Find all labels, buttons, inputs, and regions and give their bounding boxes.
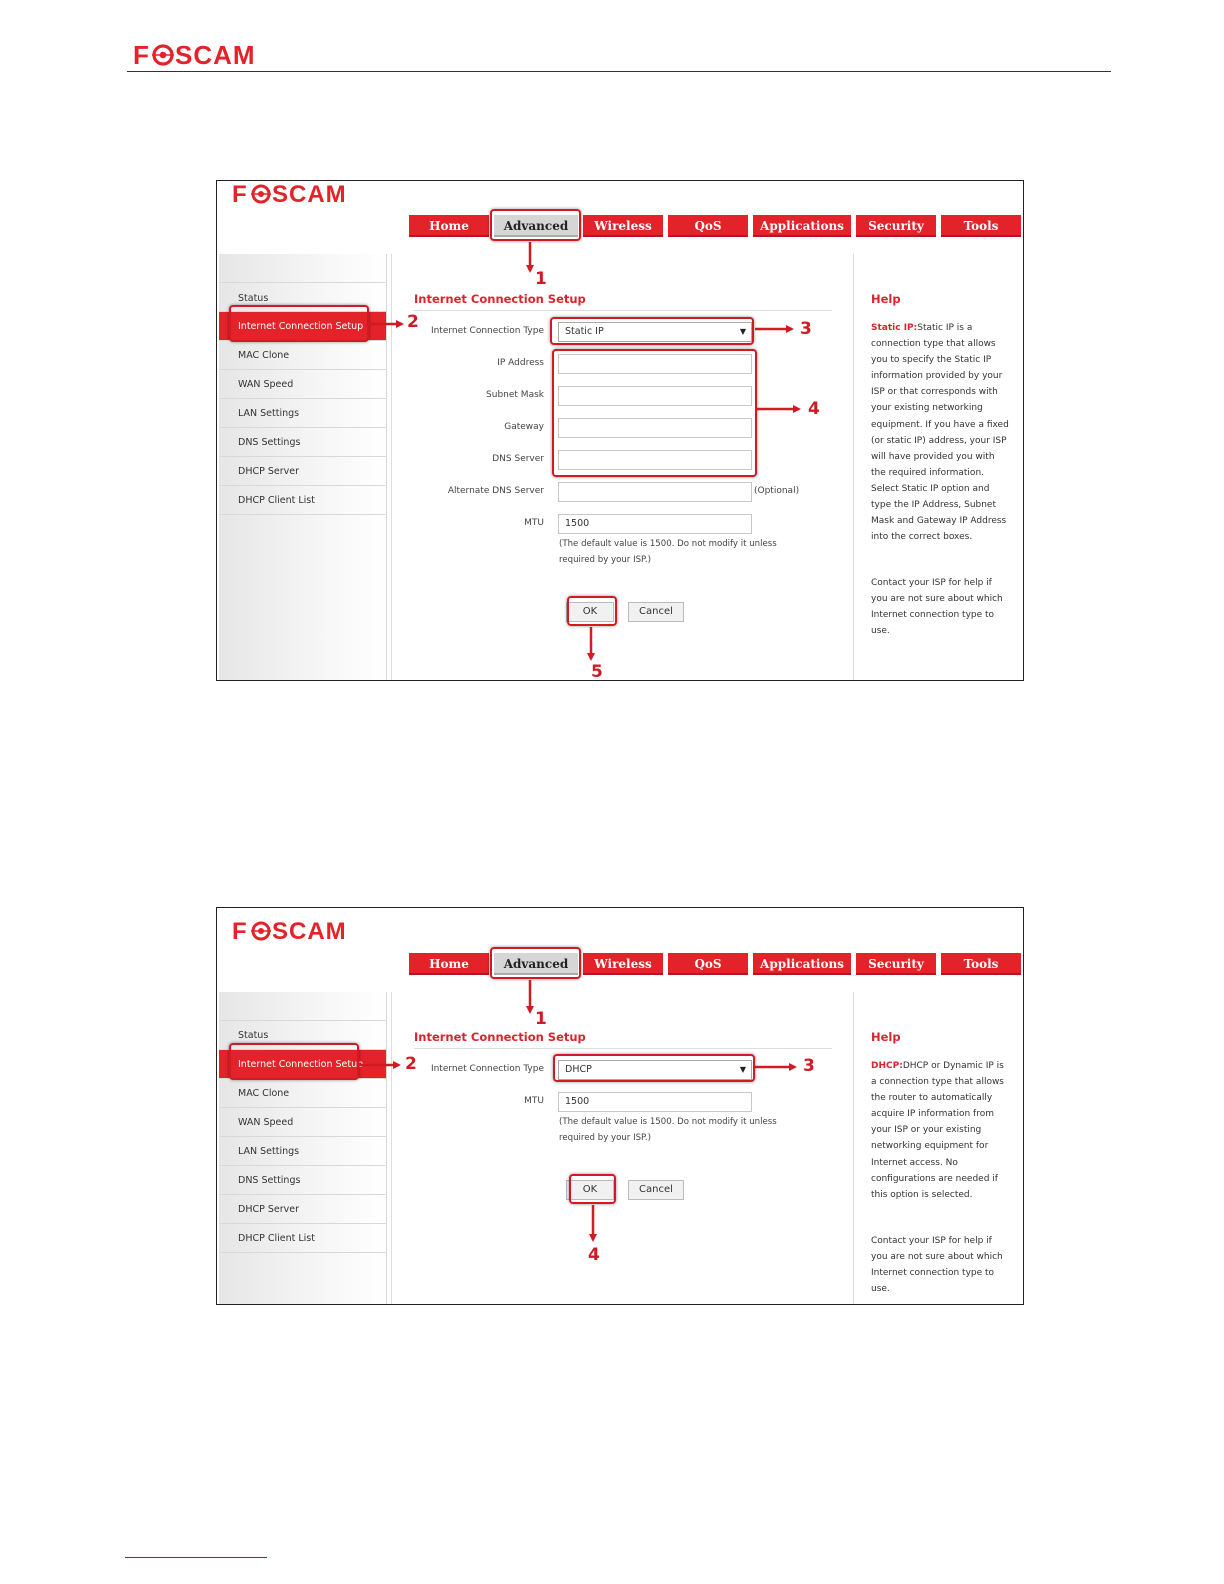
tab-wireless[interactable]: Wireless (583, 215, 663, 237)
main-content (391, 992, 854, 1304)
highlight-advanced-tab (490, 209, 581, 241)
main-nav (217, 215, 1023, 237)
mtu-hint: (The default value is 1500. Do not modify it unless required by your ISP.) (559, 1117, 777, 1143)
router-logo (232, 918, 377, 944)
highlight-sidebar-item (229, 1043, 359, 1080)
dns-server-label: DNS Server (492, 454, 544, 464)
ok-button[interactable]: OK (566, 602, 614, 622)
sidebar-item-mac-clone[interactable]: MAC Clone (219, 1079, 386, 1108)
tab-home[interactable]: Home (409, 953, 489, 975)
sidebar-item-dhcp-server[interactable]: DHCP Server (219, 1195, 386, 1224)
step-number: 2 (405, 1054, 417, 1074)
svg-text:F: F (133, 40, 150, 70)
tab-advanced[interactable]: Advanced (494, 953, 578, 975)
mtu-label: MTU (524, 518, 544, 528)
highlight-ok-button (567, 596, 617, 626)
section-title: Internet Connection Setup (414, 292, 586, 306)
tab-tools[interactable]: Tools (941, 215, 1021, 237)
subnet-mask-label: Subnet Mask (486, 390, 544, 400)
help-contact: Contact your ISP for help if you are not sure about which Internet connection type to use. (871, 1236, 1003, 1295)
highlight-address-fields (552, 349, 757, 477)
cancel-button[interactable]: Cancel (628, 1180, 684, 1200)
footer-link-underline[interactable] (125, 1557, 267, 1558)
gateway-label: Gateway (504, 422, 544, 432)
tab-tools[interactable]: Tools (941, 953, 1021, 975)
tab-home[interactable]: Home (409, 215, 489, 237)
header-divider (127, 71, 1111, 72)
step-number: 3 (800, 319, 812, 339)
svg-text:SCAM: SCAM (272, 918, 347, 944)
sidebar-item-status[interactable]: Status (219, 283, 386, 312)
highlight-connection-type (553, 1054, 755, 1082)
sidebar-item-wan-speed[interactable]: WAN Speed (219, 370, 386, 399)
alt-dns-label: Alternate DNS Server (447, 486, 544, 496)
chevron-down-icon: ▼ (739, 1065, 746, 1074)
help-panel (854, 992, 1023, 1304)
sidebar-item-dhcp-client-list[interactable]: DHCP Client List (219, 486, 386, 515)
alt-dns-input[interactable] (558, 482, 752, 502)
ok-button[interactable]: OK (566, 1180, 614, 1200)
sidebar-item-status[interactable]: Status (219, 1021, 386, 1050)
mtu-input[interactable]: 1500 (558, 514, 752, 534)
help-text: Static IP:Static IP is a connection type that allows you to specify the Static IP information provided by your ISP or that corresponds with your existing networking equipment. If you have a fixed (or static IP) address, your ISP will have provided you with the required information. Select Static IP option and type the IP Address, Subnet Mask and Gateway IP Address into the correct boxes. (871, 323, 1009, 543)
screenshot-dhcp (216, 907, 1024, 1305)
sidebar-item-mac-clone[interactable]: MAC Clone (219, 341, 386, 370)
chevron-down-icon: ▼ (739, 327, 746, 336)
tab-advanced[interactable]: Advanced (494, 215, 578, 237)
sidebar-item-dhcp-server[interactable]: DHCP Server (219, 457, 386, 486)
mtu-hint: (The default value is 1500. Do not modify it unless required by your ISP.) (559, 539, 777, 565)
mtu-label: MTU (524, 1096, 544, 1106)
help-text: DHCP:DHCP or Dynamic IP is a connection type that allows the router to automatically acquire IP information from your ISP or your existing networking equipment for Internet access. No configurations are needed if this option is selected. (871, 1061, 1005, 1200)
step-number: 4 (808, 399, 820, 419)
step-number: 3 (803, 1056, 815, 1076)
svg-text:SCAM: SCAM (272, 181, 347, 207)
sidebar-item-dhcp-client-list[interactable]: DHCP Client List (219, 1224, 386, 1253)
connection-type-label: Internet Connection Type (430, 326, 544, 336)
highlight-sidebar-item (229, 305, 369, 342)
sidebar-item-dns-settings[interactable]: DNS Settings (219, 1166, 386, 1195)
tab-applications[interactable]: Applications (753, 953, 851, 975)
highlight-connection-type (550, 317, 754, 345)
tab-applications[interactable]: Applications (753, 215, 851, 237)
mtu-input[interactable]: 1500 (558, 1092, 752, 1112)
ip-address-label: IP Address (497, 358, 544, 368)
help-contact: Contact your ISP for help if you are not sure about which Internet connection type to use. (871, 578, 1003, 637)
sidebar (219, 992, 387, 1304)
connection-type-value: DHCP (565, 1064, 592, 1075)
step-number: 1 (535, 1009, 547, 1029)
sidebar-item-internet-connection-setup[interactable]: Internet Connection Setup (219, 312, 386, 341)
step-number: 2 (407, 312, 419, 332)
screenshot-static-ip (216, 180, 1024, 681)
cancel-button[interactable]: Cancel (628, 602, 684, 622)
sidebar-item-lan-settings[interactable]: LAN Settings (219, 1137, 386, 1166)
connection-type-label: Internet Connection Type (430, 1064, 544, 1074)
tab-wireless[interactable]: Wireless (583, 953, 663, 975)
step-number: 4 (588, 1245, 600, 1265)
step-number: 1 (535, 269, 547, 289)
tab-security[interactable]: Security (856, 215, 936, 237)
svg-text:F: F (232, 181, 247, 207)
svg-text:F: F (232, 918, 247, 944)
tab-security[interactable]: Security (856, 953, 936, 975)
tab-qos[interactable]: QoS (668, 215, 748, 237)
svg-text:SCAM: SCAM (175, 40, 256, 70)
highlight-advanced-tab (490, 947, 581, 979)
tab-qos[interactable]: QoS (668, 953, 748, 975)
help-panel (854, 254, 1023, 680)
sidebar-item-dns-settings[interactable]: DNS Settings (219, 428, 386, 457)
sidebar-item-lan-settings[interactable]: LAN Settings (219, 399, 386, 428)
section-title: Internet Connection Setup (414, 1030, 586, 1044)
help-title: Help (871, 1030, 901, 1044)
main-nav (217, 953, 1023, 975)
step-number: 5 (591, 662, 603, 682)
sidebar-item-wan-speed[interactable]: WAN Speed (219, 1108, 386, 1137)
connection-type-value: Static IP (565, 326, 604, 337)
optional-note: (Optional) (754, 486, 800, 496)
foscam-logo (133, 40, 263, 70)
highlight-ok-button (569, 1174, 616, 1204)
sidebar-item-internet-connection-setup[interactable]: Internet Connection Setup (219, 1050, 386, 1079)
help-title: Help (871, 292, 901, 306)
router-logo (232, 181, 377, 207)
